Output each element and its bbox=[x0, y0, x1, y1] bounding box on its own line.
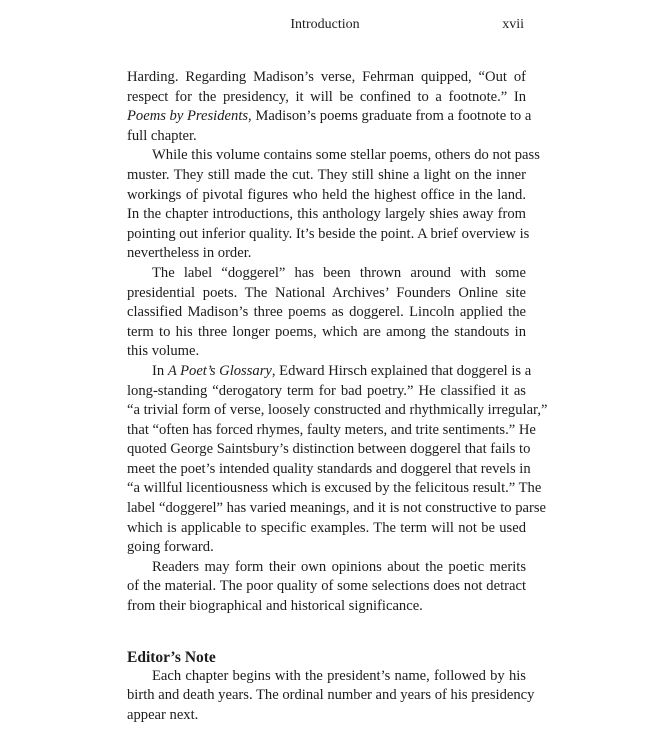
paragraph-line: workings of pivotal figures who held the highest office in the land. bbox=[127, 186, 526, 203]
paragraph-line: that “often has forced rhymes, faulty meters, and trite sentiments.” He bbox=[127, 421, 536, 438]
paragraph-line: term to his three longer poems, which are among the standouts in bbox=[127, 323, 526, 340]
paragraph bbox=[127, 667, 535, 726]
running-head bbox=[0, 17, 650, 37]
paragraph-line: quoted George Saintsbury’s distinction between doggerel that fails to bbox=[127, 441, 531, 458]
paragraph-line: In A Poet’s Glossary, Edward Hirsch explained that doggerel is a bbox=[152, 362, 532, 379]
paragraph-line: of the material. The poor quality of some selections does not detract bbox=[127, 578, 526, 595]
section-paragraph-line: Each chapter begins with the president’s name, followed by his bbox=[152, 667, 526, 684]
paragraph-line: “a trivial form of verse, loosely constructed and rhythmically irregular,” bbox=[127, 402, 548, 419]
paragraph-line: long-standing “derogatory term for bad poetry.” He classified it as bbox=[127, 382, 526, 399]
running-head-title: Introduction bbox=[290, 17, 360, 32]
italic-title: A Poet’s Glossary bbox=[167, 362, 272, 379]
paragraph-line: In the chapter introductions, this anthology largely shies away from bbox=[127, 206, 526, 223]
paragraph-line: pointing out inferior quality. It’s beside the point. A brief overview is bbox=[127, 225, 530, 242]
paragraph-line: full chapter. bbox=[127, 127, 197, 144]
paragraph-line: this volume. bbox=[127, 343, 200, 360]
paragraph-list bbox=[127, 68, 548, 617]
page-number: xvii bbox=[502, 17, 524, 32]
paragraph-line: respect for the presidency, it will be confined to a footnote.” In bbox=[127, 88, 526, 105]
paragraph-line: Readers may form their own opinions about the poetic merits bbox=[152, 558, 526, 575]
paragraph-line: classified Madison’s three poems as doggerel. Lincoln applied the bbox=[127, 304, 526, 321]
paragraph-line: Poems by Presidents, Madison’s poems graduate from a footnote to a bbox=[127, 108, 532, 125]
section-heading: Editor’s Note bbox=[127, 648, 216, 666]
paragraph bbox=[127, 68, 532, 146]
paragraph-line: presidential poets. The National Archives’ Founders Online site bbox=[127, 284, 526, 301]
paragraph-line: While this volume contains some stellar poems, others do not pass bbox=[152, 147, 540, 164]
paragraph bbox=[127, 264, 526, 362]
paragraph bbox=[127, 558, 526, 617]
paragraph-line: Harding. Regarding Madison’s verse, Fehrman quipped, “Out of bbox=[127, 69, 526, 85]
paragraph-line: nevertheless in order. bbox=[127, 245, 252, 262]
section-paragraph-line: birth and death years. The ordinal number and years of his presidency bbox=[127, 687, 535, 704]
paragraph-line: The label “doggerel” has been thrown around with some bbox=[152, 264, 526, 281]
section-paragraph-line: appear next. bbox=[127, 706, 199, 723]
paragraph-line: “a willful licentiousness which is excused by the felicitous result.” The bbox=[127, 480, 542, 497]
paragraph-line: going forward. bbox=[127, 539, 214, 556]
section-paragraph bbox=[127, 667, 535, 726]
paragraph-line: meet the poet’s intended quality standards and doggerel that revels in bbox=[127, 460, 531, 477]
italic-title: Poems by Presidents bbox=[127, 108, 249, 125]
paragraph bbox=[127, 362, 548, 558]
paragraph-line: which is applicable to specific examples. The term will not be used bbox=[127, 519, 526, 536]
paragraph-line: label “doggerel” has varied meanings, and it is not constructive to parse bbox=[127, 500, 547, 517]
paragraph-line: muster. They still made the cut. They still shine a light on the inner bbox=[127, 166, 526, 183]
paragraph bbox=[127, 146, 540, 264]
paragraph-line: from their biographical and historical significance. bbox=[127, 598, 423, 615]
body-text bbox=[127, 68, 548, 725]
